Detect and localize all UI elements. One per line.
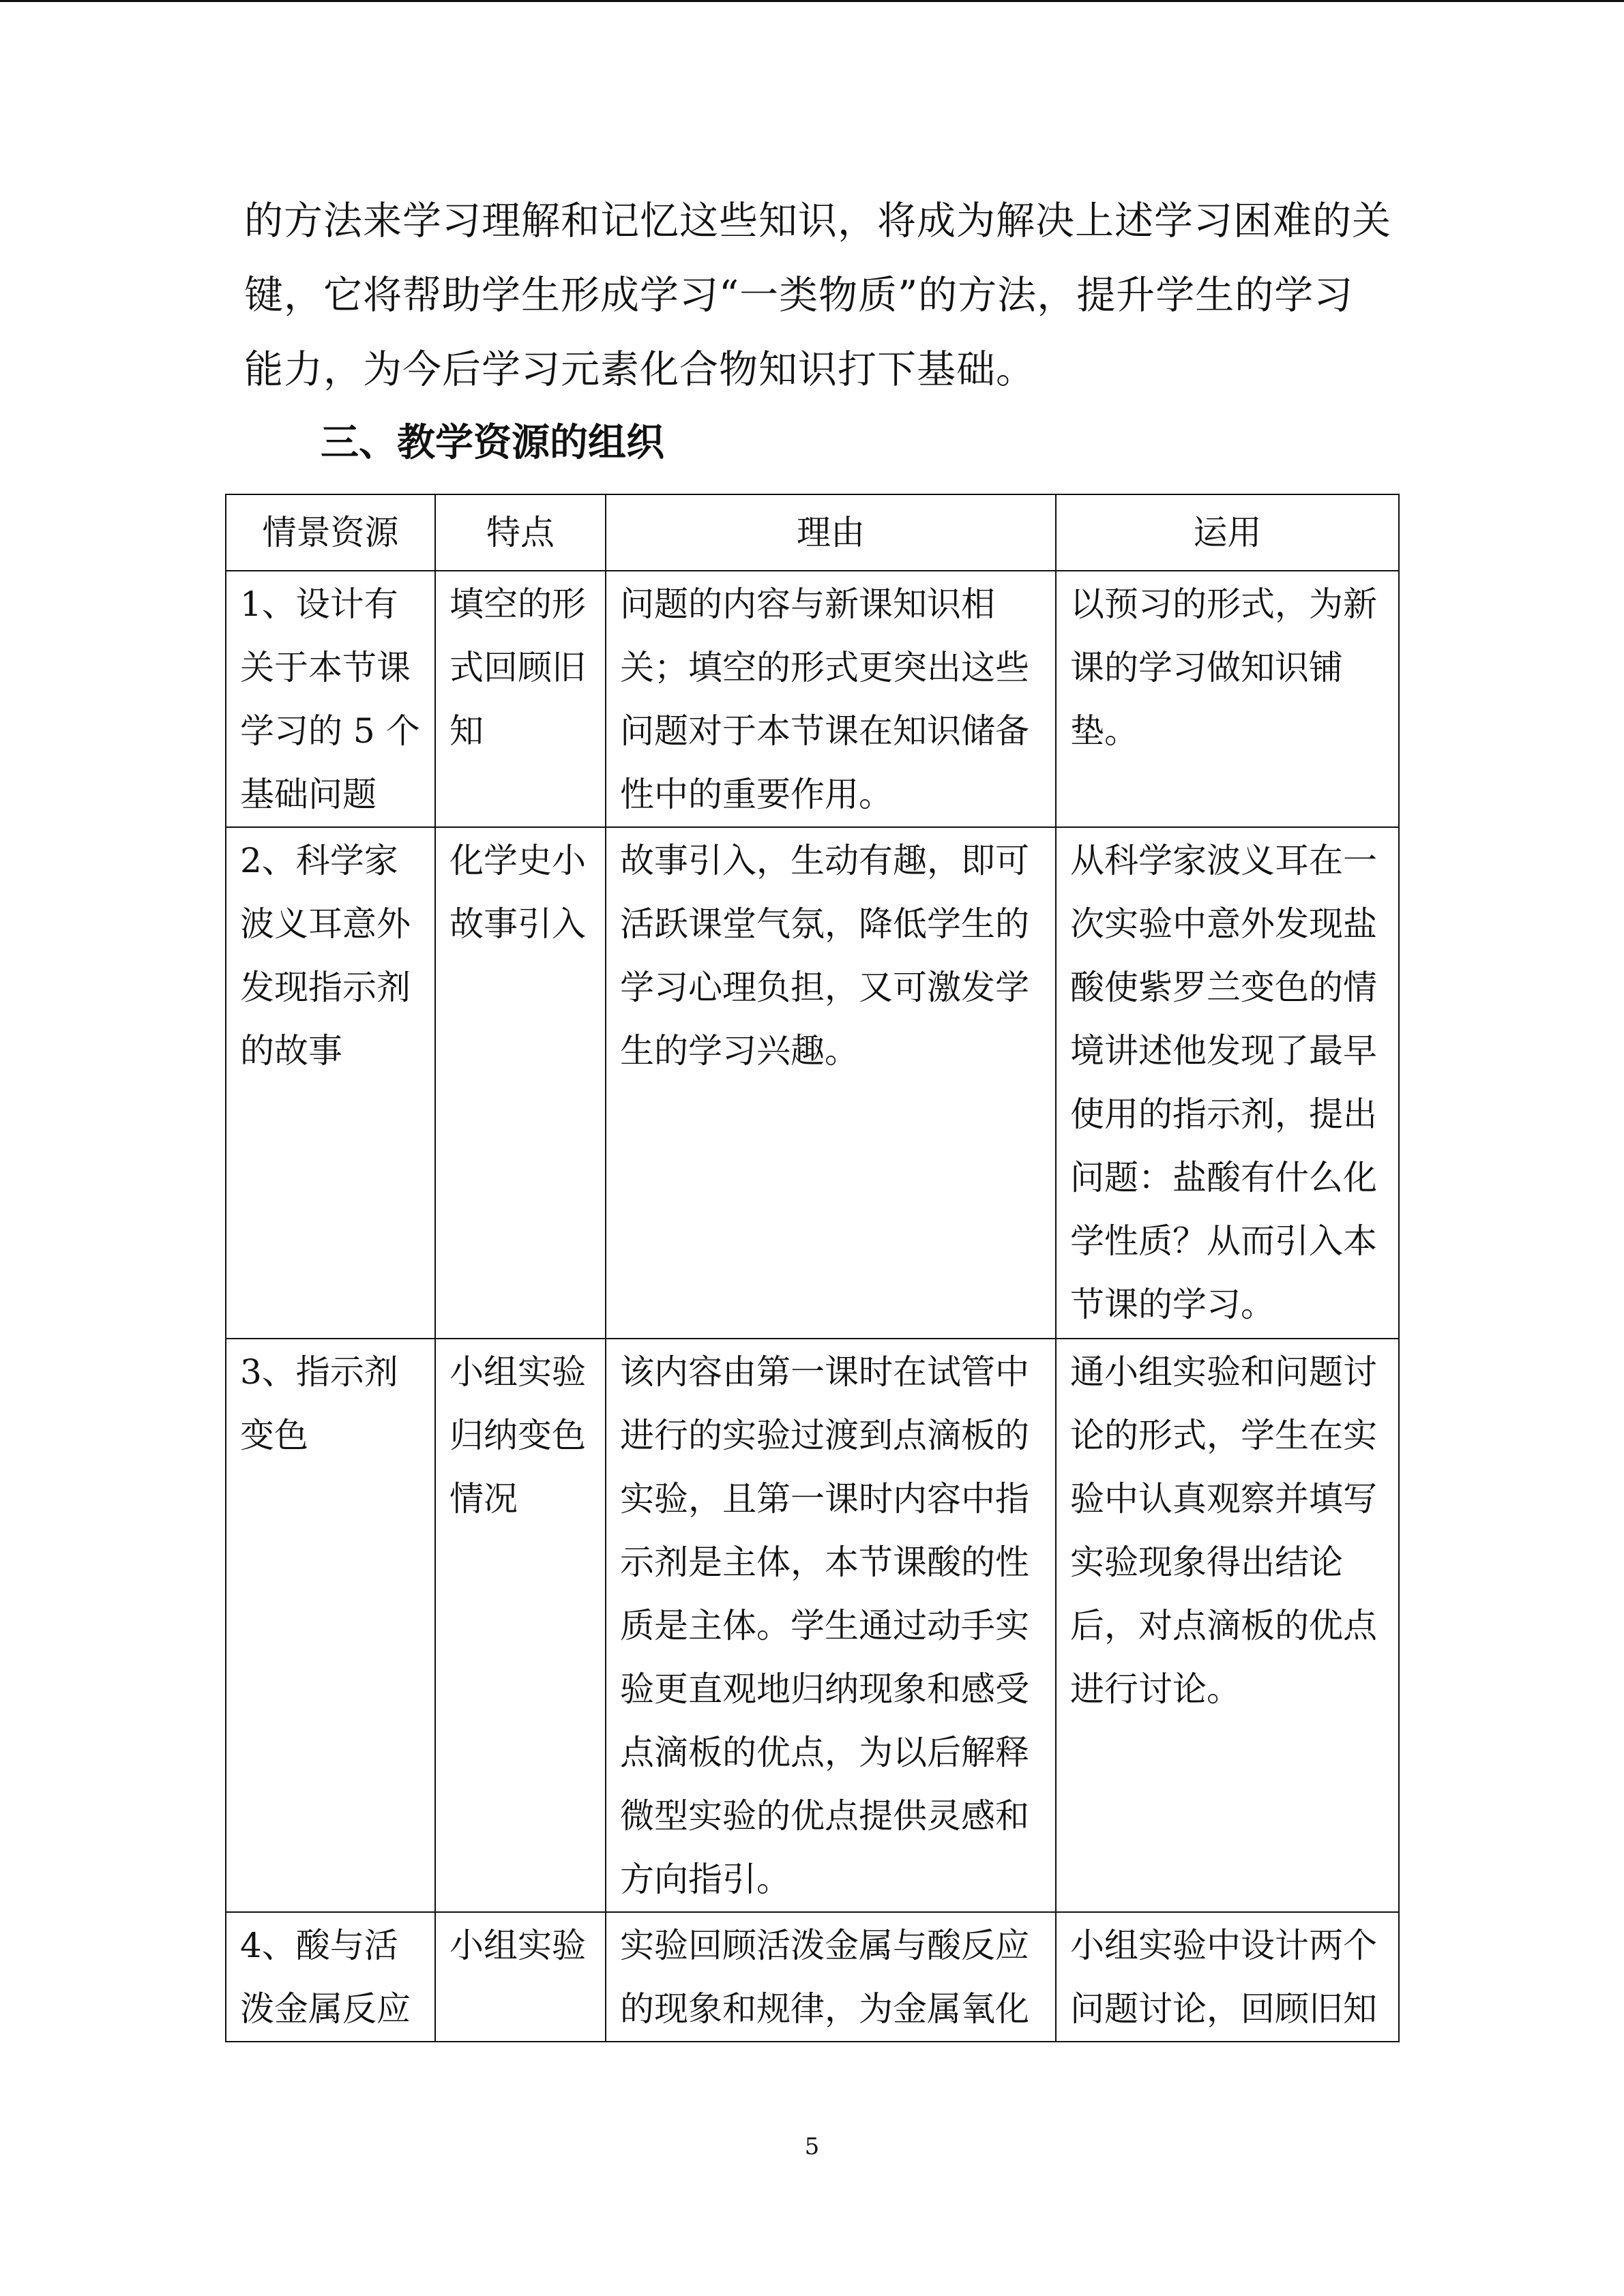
cell-line: 问题的内容与新课知识相	[620, 584, 995, 624]
cell-line: 知	[449, 711, 484, 751]
table-row	[226, 1912, 1399, 2042]
resource-cell	[226, 1339, 435, 1912]
cell-line: 发现指示剂	[240, 968, 411, 1007]
cell-line: 故事引入，生动有趣，即可	[620, 841, 1029, 880]
cell-line: 以预习的形式，为新	[1070, 584, 1377, 624]
cell-line: 变色	[240, 1416, 308, 1455]
feature-cell	[435, 827, 606, 1339]
cell-line: 生的学习兴趣。	[620, 1031, 859, 1071]
cell-line: 情况	[449, 1479, 518, 1519]
cell-line: 论的形式，学生在实	[1070, 1416, 1377, 1455]
feature-cell	[435, 571, 606, 827]
top-border-line	[0, 0, 1624, 2]
feature-cell	[435, 1339, 606, 1912]
header-feature: 特点	[435, 494, 606, 571]
cell-line: 化学史小	[449, 841, 586, 880]
cell-line: 后，对点滴板的优点	[1070, 1606, 1377, 1645]
cell-line: 实验回顾活泼金属与酸反应	[620, 1926, 1029, 1965]
cell-line: 境讲述他发现了最早	[1070, 1031, 1377, 1071]
resource-cell	[226, 571, 435, 827]
cell-line: 的现象和规律，为金属氧化	[620, 1989, 1029, 2029]
header-reason: 理由	[606, 494, 1056, 571]
usage-cell	[1056, 1339, 1399, 1912]
paragraph-line-1: 的方法来学习理解和记忆这些知识，将成为解决上述学习困难的关	[244, 198, 1391, 243]
cell-line: 小组实验	[449, 1352, 586, 1392]
section-heading: 三、教学资源的组织	[321, 421, 664, 465]
cell-line: 故事引入	[449, 904, 586, 944]
cell-line: 1、设计有	[240, 584, 398, 624]
cell-line: 验中认真观察并填写	[1070, 1479, 1377, 1519]
page-number: 5	[804, 2133, 820, 2160]
cell-line: 式回顾旧	[449, 648, 586, 687]
resource-cell	[226, 1912, 435, 2042]
cell-line: 的故事	[240, 1031, 342, 1071]
cell-line: 通小组实验和问题讨	[1070, 1352, 1377, 1392]
cell-line: 微型实验的优点提供灵感和	[620, 1796, 1029, 1836]
cell-line: 填空的形	[449, 584, 586, 624]
cell-line: 课的学习做知识铺	[1070, 648, 1343, 687]
cell-line: 归纳变色	[449, 1416, 586, 1455]
cell-line: 垫。	[1070, 711, 1138, 751]
cell-line: 活跃课堂气氛，降低学生的	[620, 904, 1029, 944]
usage-cell	[1056, 571, 1399, 827]
table-row	[226, 827, 1399, 1339]
cell-line: 实验现象得出结论	[1070, 1542, 1343, 1582]
table-row	[226, 571, 1399, 827]
reason-cell	[606, 1912, 1056, 2042]
header-resource: 情景资源	[226, 494, 435, 571]
table-row	[226, 1339, 1399, 1912]
cell-line: 泼金属反应	[240, 1989, 411, 2029]
cell-line: 关于本节课	[240, 648, 411, 687]
cell-line: 3、指示剂	[240, 1352, 398, 1392]
cell-line: 基础问题	[240, 775, 377, 814]
cell-line: 验更直观地归纳现象和感受	[620, 1669, 1029, 1709]
cell-line: 关；填空的形式更突出这些	[620, 648, 1029, 687]
cell-line: 波义耳意外	[240, 904, 411, 944]
cell-line: 问题对于本节课在知识储备	[620, 711, 1029, 751]
cell-line: 4、酸与活	[240, 1926, 398, 1965]
cell-line: 从科学家波义耳在一	[1070, 841, 1377, 880]
reason-cell	[606, 571, 1056, 827]
cell-line: 质是主体。学生通过动手实	[620, 1606, 1029, 1645]
cell-line: 学性质？从而引入本	[1070, 1221, 1377, 1261]
cell-line: 问题：盐酸有什么化	[1070, 1158, 1377, 1197]
cell-line: 小组实验	[449, 1926, 586, 1965]
paragraph-line-2: 键，它将帮助学生形成学习“一类物质”的方法，提升学生的学习	[244, 273, 1354, 318]
cell-line: 实验，且第一课时内容中指	[620, 1479, 1029, 1519]
reason-cell	[606, 827, 1056, 1339]
cell-line: 学习心理负担，又可激发学	[620, 968, 1029, 1007]
cell-line: 方向指引。	[620, 1860, 791, 1899]
cell-line: 点滴板的优点，为以后解释	[620, 1733, 1029, 1772]
header-usage: 运用	[1056, 494, 1399, 571]
usage-cell	[1056, 827, 1399, 1339]
feature-cell	[435, 1912, 606, 2042]
cell-line: 2、科学家	[240, 841, 398, 880]
usage-cell	[1056, 1912, 1399, 2042]
teaching-resources-table	[225, 494, 1400, 2042]
cell-line: 次实验中意外发现盐	[1070, 904, 1377, 944]
cell-line: 性中的重要作用。	[620, 775, 893, 814]
cell-line: 该内容由第一课时在试管中	[620, 1352, 1029, 1392]
cell-line: 进行讨论。	[1070, 1669, 1241, 1709]
paragraph-line-3: 能力，为今后学习元素化合物知识打下基础。	[244, 347, 1035, 392]
cell-line: 示剂是主体，本节课酸的性	[620, 1542, 1029, 1582]
cell-line: 节课的学习。	[1070, 1285, 1275, 1324]
cell-line: 进行的实验过渡到点滴板的	[620, 1416, 1029, 1455]
cell-line: 学习的 5 个	[240, 711, 420, 751]
reason-cell	[606, 1339, 1056, 1912]
resource-cell	[226, 827, 435, 1339]
cell-line: 使用的指示剂，提出	[1070, 1094, 1377, 1134]
cell-line: 问题讨论，回顾旧知	[1070, 1989, 1377, 2029]
cell-line: 小组实验中设计两个	[1070, 1926, 1377, 1965]
cell-line: 酸使紫罗兰变色的情	[1070, 968, 1377, 1007]
table-header-row	[226, 494, 1399, 571]
